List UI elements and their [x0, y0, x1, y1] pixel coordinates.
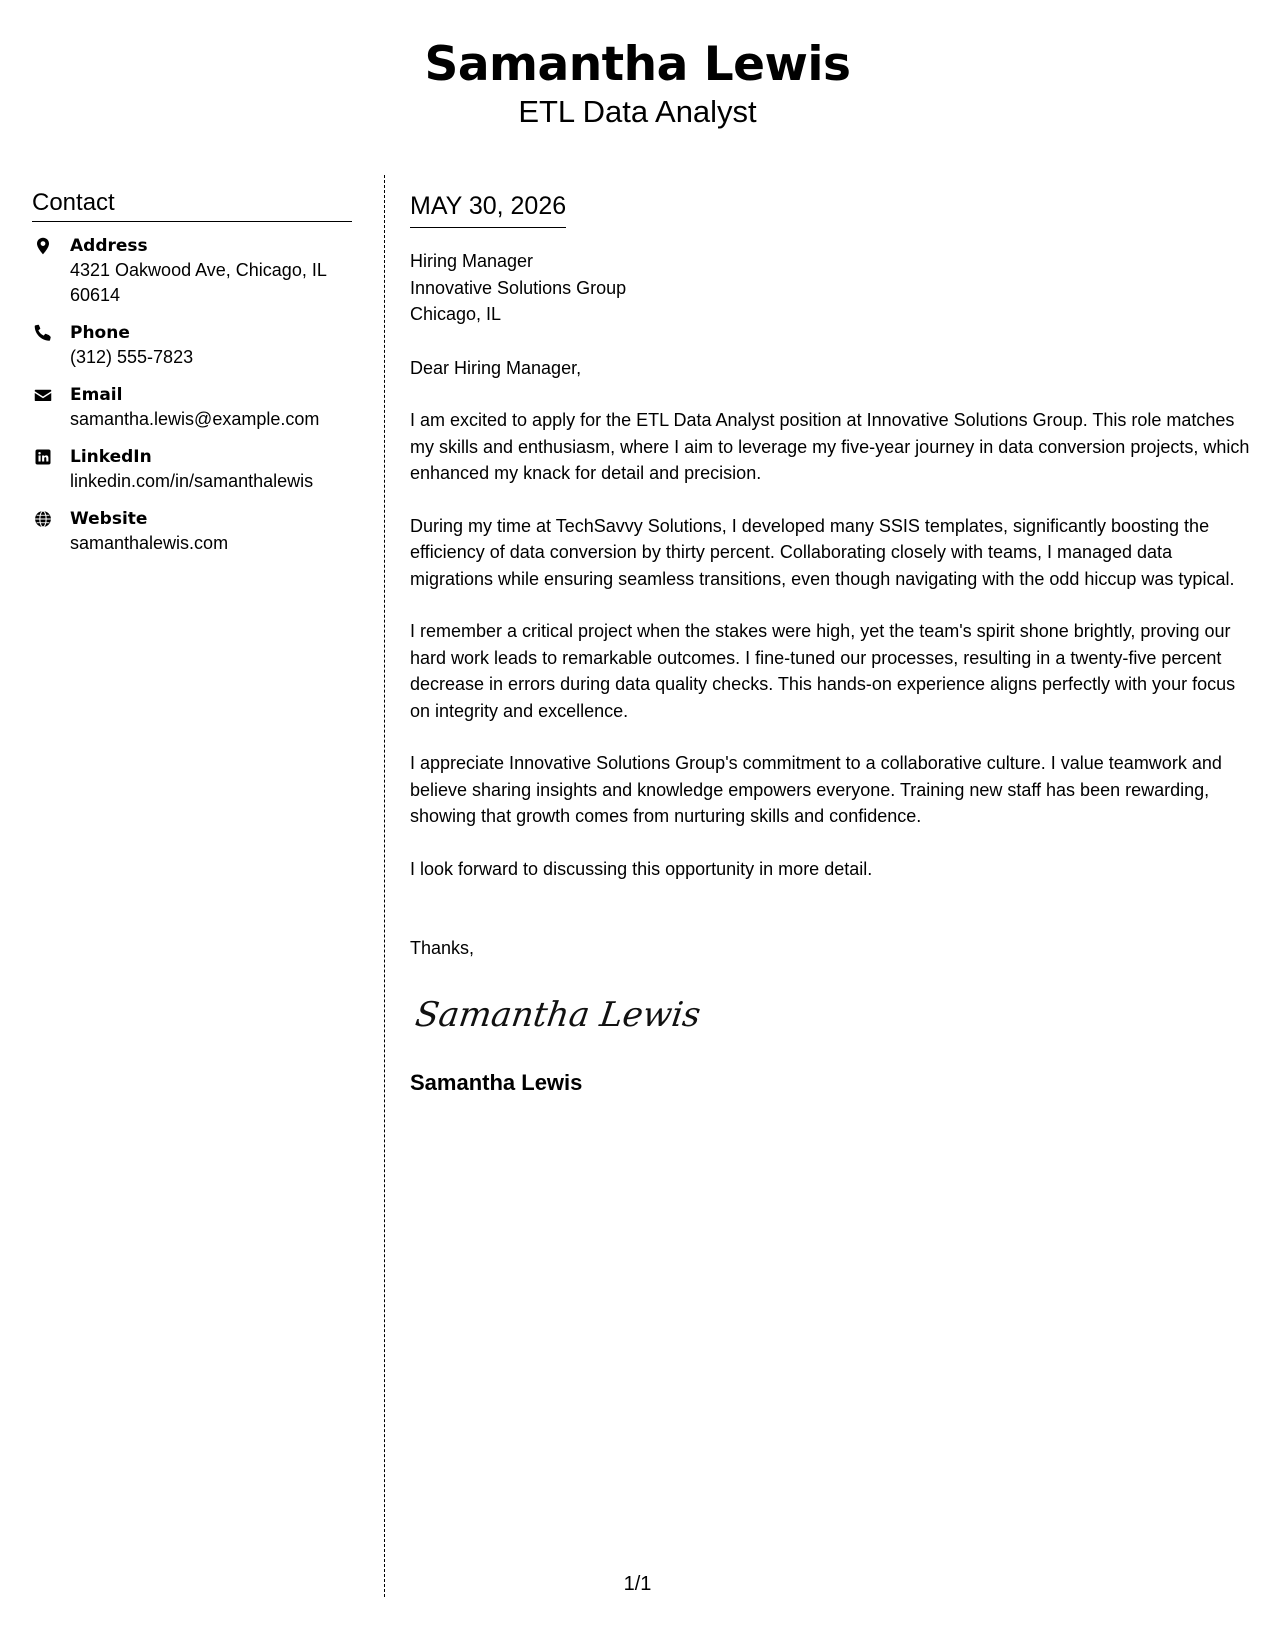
envelope-icon [34, 386, 52, 404]
linkedin-label: LinkedIn [70, 447, 152, 467]
applicant-name: Samantha Lewis [424, 37, 851, 92]
contact-item-website [32, 507, 352, 556]
contact-item-phone [32, 321, 352, 370]
email-label: Email [70, 385, 123, 405]
linkedin-value: linkedin.com/in/samanthalewis [70, 471, 314, 491]
handwritten-signature [412, 984, 704, 1046]
address-label: Address [70, 236, 148, 256]
column-divider [384, 175, 385, 1597]
recipient-company: Innovative Solutions Group [410, 277, 627, 298]
recipient-block [410, 248, 1255, 328]
recipient-location: Chicago, IL [410, 304, 502, 324]
contact-sidebar [32, 188, 352, 569]
body-paragraph: I appreciate Innovative Solutions Group's commitment to a collaborative culture. I value teamwork and believe sharing insights and knowledge empowers everyone. Training new staff has been rewarding, showing that growth comes from nurturing skills and confidence. [410, 753, 1222, 826]
contact-item-email [32, 383, 352, 432]
globe-icon [34, 510, 52, 528]
page-number: 1/1 [623, 1573, 652, 1595]
signature-text: Samantha Lewis [412, 994, 704, 1035]
header [0, 36, 1275, 130]
website-label: Website [70, 509, 148, 529]
salutation: Dear Hiring Manager, [410, 357, 582, 378]
job-title: ETL Data Analyst [518, 94, 757, 129]
letter-date: MAY 30, 2026 [410, 190, 566, 228]
body-paragraph: I look forward to discussing this opportunity in more detail. [410, 858, 873, 879]
phone-value: (312) 555-7823 [70, 347, 194, 367]
contact-heading: Contact [32, 188, 352, 222]
linkedin-icon [34, 448, 52, 466]
phone-icon [34, 324, 52, 342]
contact-item-address [32, 234, 352, 308]
letter-body [410, 190, 1255, 1097]
recipient-title: Hiring Manager [410, 251, 534, 271]
body-paragraph: I am excited to apply for the ETL Data Analyst position at Innovative Solutions Group. This role matches my skills and enthusiasm, where I aim to leverage my five-year journey in data conversion projects, which enhanced my knack for detail and precision. [410, 410, 1250, 483]
body-paragraph: I remember a critical project when the stakes were high, yet the team's spirit shone brightly, proving our hard work leads to remarkable outcomes. I fine-tuned our processes, resulting in a twenty-five percent decrease in errors during data quality checks. This hands-on experience aligns perfectly with your focus on integrity and excellence. [410, 621, 1236, 721]
body-paragraph: During my time at TechSavvy Solutions, I developed many SSIS templates, significantly boosting the efficiency of data conversion by thirty percent. Collaborating closely with teams, I managed data migrations while ensuring seamless transitions, even though navigating with the odd hiccup was typical. [410, 515, 1235, 589]
website-value: samanthalewis.com [70, 533, 229, 553]
phone-label: Phone [70, 323, 130, 343]
email-value: samantha.lewis@example.com [70, 409, 320, 429]
map-pin-icon [34, 237, 52, 255]
closing: Thanks, [410, 938, 475, 958]
signer-name: Samantha Lewis [410, 1069, 583, 1095]
address-value: 4321 Oakwood Ave, Chicago, IL 60614 [70, 260, 327, 305]
contact-item-linkedin [32, 445, 352, 494]
